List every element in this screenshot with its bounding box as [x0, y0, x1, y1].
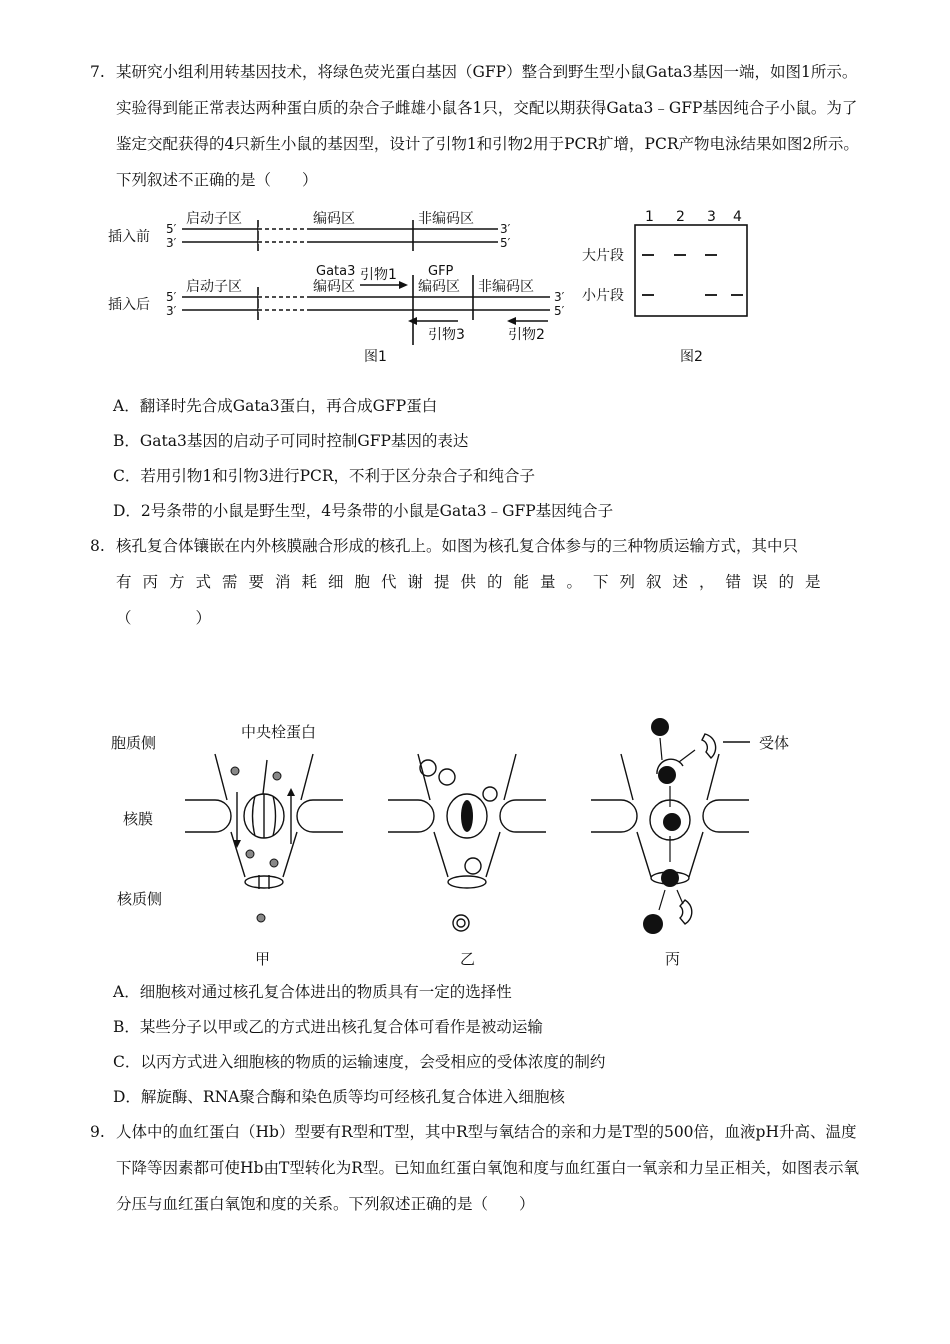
- five-prime-label: 5′: [500, 236, 511, 250]
- lane-1-label: 1: [645, 209, 654, 225]
- lane-4-label: 4: [733, 209, 742, 225]
- figure-2: [578, 205, 758, 365]
- three-prime-label: 3′: [500, 222, 511, 236]
- gfp-label: GFP: [428, 264, 454, 279]
- coding-label: 编码区: [313, 211, 355, 227]
- primer-2-arrow: [507, 317, 548, 325]
- q7-option-a: A．翻译时先合成Gata3蛋白，再合成GFP蛋白: [113, 397, 438, 415]
- lane-3-label: 3: [707, 209, 716, 225]
- question-stem-line-1: 核孔复合体镶嵌在内外核膜融合形成的核孔上。如图为核孔复合体参与的三种物质运输方式，其中只: [116, 537, 799, 555]
- large-fragment-label: 大片段: [582, 248, 624, 264]
- gfp-coding-label: 编码区: [418, 279, 460, 295]
- central-plug-label: 中央栓蛋白: [241, 723, 317, 741]
- label-after-insertion: 插入后: [108, 297, 150, 313]
- gata3-label: Gata3: [316, 264, 356, 279]
- receptor-label: 受体: [759, 734, 790, 752]
- question-number: 7.: [90, 63, 105, 81]
- label-yi: 乙: [460, 950, 476, 968]
- q8-option-c: C．以丙方式进入细胞核的物质的运输速度，会受相应的受体浓度的制约: [113, 1053, 606, 1071]
- primer-2-label: 引物2: [508, 327, 545, 343]
- nuclear-pore-figure: [105, 712, 825, 972]
- q8-option-a: A．细胞核对通过核孔复合体进出的物质具有一定的选择性: [113, 983, 512, 1001]
- primer-3-arrow: [408, 317, 458, 325]
- q7-option-b: B．Gata3基因的启动子可同时控制GFP基因的表达: [113, 432, 469, 450]
- question-stem: 某研究小组利用转基因技术，将绿色荧光蛋白基因（GFP）整合到野生型小鼠Gata3基因一端，如图1所示。实验得到能正常表达两种蛋白质的杂合子雌雄小鼠各1只，交配以期获得Gata3﹣GFP基因纯合子小鼠。为了鉴定交配获得的4只新生小鼠的基因型，设计了引物1和引物2用于PCR扩增，PCR产物电泳结果如图2所示。下列叙述不正确的是（ ）: [116, 63, 859, 189]
- promoter-label: 启动子区: [186, 211, 242, 227]
- question-number: 8.: [90, 537, 105, 555]
- label-before-insertion: 插入前: [108, 229, 150, 245]
- pore-yi: [388, 754, 546, 931]
- five-prime-label: 5′: [554, 304, 565, 318]
- five-prime-label: 5′: [166, 222, 177, 236]
- q7-option-d: D．2号条带的小鼠是野生型，4号条带的小鼠是Gata3﹣GFP基因纯合子: [113, 502, 614, 520]
- primer-3-label: 引物3: [428, 327, 465, 343]
- figure-1-caption: 图1: [364, 349, 387, 365]
- three-prime-label: 3′: [166, 236, 177, 250]
- figure-1: [108, 205, 578, 365]
- cytoplasm-side-label: 胞质侧: [111, 734, 157, 752]
- label-bing: 丙: [665, 950, 681, 968]
- pore-jia: [185, 754, 343, 889]
- nuclear-envelope-label: 核膜: [123, 810, 154, 828]
- primer-1-label: 引物1: [360, 267, 397, 283]
- three-prime-label: 3′: [554, 290, 565, 304]
- question-stem-line-2: 有丙方式需要消耗细胞代谢提供的能量。下列叙述，错误的是（ ）: [116, 573, 832, 627]
- nucleoplasm-side-label: 核质侧: [117, 890, 163, 908]
- lane-2-label: 2: [676, 209, 685, 225]
- question-8: [90, 528, 865, 636]
- five-prime-label: 5′: [166, 290, 177, 304]
- figure-2-caption: 图2: [680, 349, 703, 365]
- small-fragment-label: 小片段: [582, 288, 624, 304]
- noncoding-label: 非编码区: [418, 211, 474, 227]
- question-9: [90, 1114, 865, 1222]
- label-jia: 甲: [255, 950, 271, 968]
- question-number: 9.: [90, 1123, 105, 1141]
- gata3-coding-label: 编码区: [313, 279, 355, 295]
- three-prime-label: 3′: [166, 304, 177, 318]
- q8-option-b: B．某些分子以甲或乙的方式进出核孔复合体可看作是被动运输: [113, 1018, 543, 1036]
- q8-option-d: D．解旋酶、RNA聚合酶和染色质等均可经核孔复合体进入细胞核: [113, 1088, 565, 1106]
- q7-option-c: C．若用引物1和引物3进行PCR，不利于区分杂合子和纯合子: [113, 467, 536, 485]
- question-stem: 人体中的血红蛋白（Hb）型要有R型和T型，其中R型与氧结合的亲和力是T型的500倍，血液pH升高、温度下降等因素都可使Hb由T型转化为R型。已知血红蛋白氧饱和度与血红蛋白一氧亲和力呈正相关，如图表示氧分压与血红蛋白氧饱和度的关系。下列叙述正确的是（ ）: [116, 1123, 859, 1213]
- question-7: [90, 54, 865, 198]
- promoter-label: 启动子区: [186, 279, 242, 295]
- noncoding-label: 非编码区: [478, 279, 534, 295]
